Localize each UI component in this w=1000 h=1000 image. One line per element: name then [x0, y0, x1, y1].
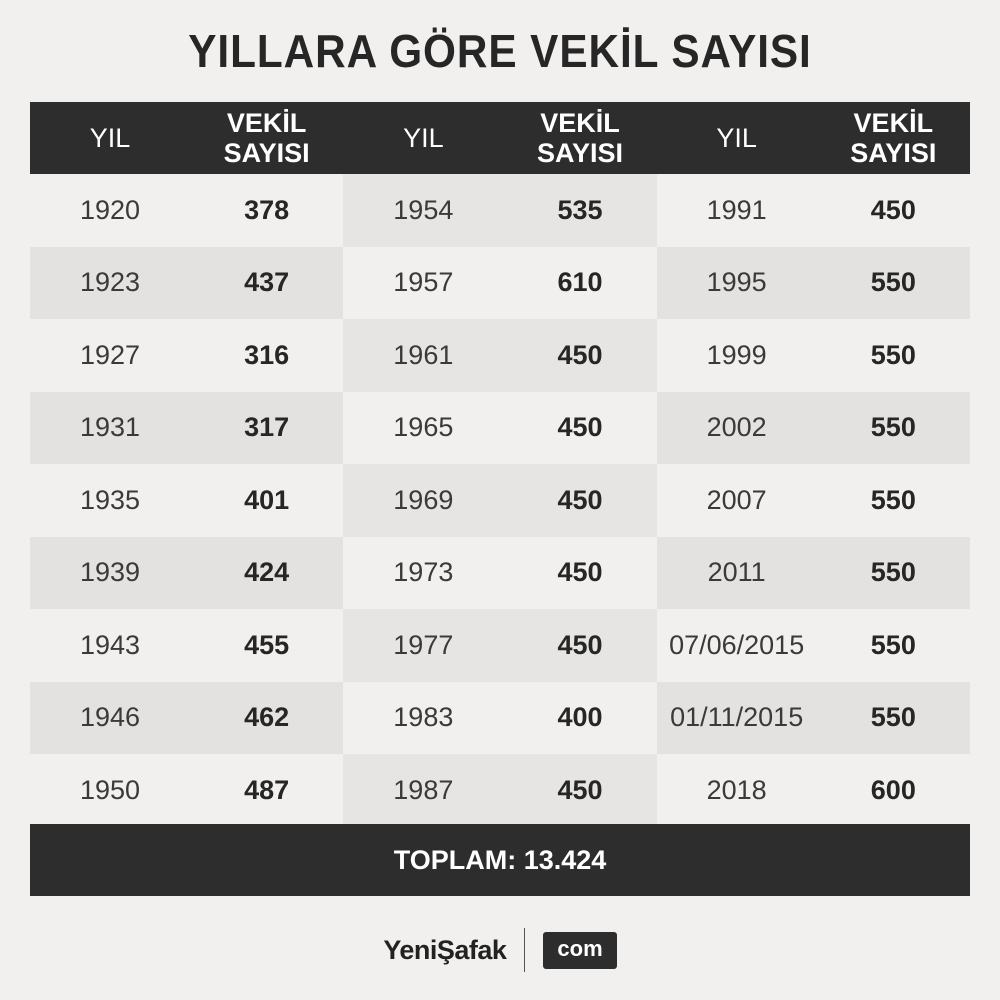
year-cell: 1943 — [79, 629, 141, 660]
table-row — [30, 609, 343, 682]
table-body — [30, 174, 970, 827]
count-cell: 487 — [244, 774, 290, 805]
count-cell: 450 — [557, 629, 603, 660]
header-group-3 — [657, 102, 970, 174]
table-row — [30, 392, 343, 465]
count-cell: 550 — [870, 412, 916, 443]
table-row — [30, 247, 343, 320]
year-cell: 1961 — [393, 339, 454, 370]
year-cell: 1973 — [393, 557, 454, 588]
table-row — [30, 464, 343, 537]
year-cell: 1965 — [393, 412, 454, 443]
count-cell: 437 — [244, 267, 290, 298]
table-row — [343, 682, 656, 755]
table-row — [657, 754, 970, 827]
table-row — [30, 319, 343, 392]
count-cell: 550 — [870, 267, 916, 298]
year-cell: 1977 — [393, 629, 454, 660]
count-cell: 600 — [870, 774, 916, 805]
table-row — [343, 319, 656, 392]
year-cell: 1969 — [393, 484, 454, 515]
table-row — [343, 754, 656, 827]
count-cell: 550 — [870, 629, 916, 660]
header-year: YIL — [89, 123, 131, 153]
count-cell: 378 — [244, 194, 290, 225]
table-row — [343, 174, 656, 247]
count-cell: 550 — [870, 702, 916, 733]
total-bar: TOPLAM: 13.424 — [30, 824, 970, 896]
table-row — [657, 174, 970, 247]
count-cell: 450 — [557, 339, 603, 370]
column-group-3 — [657, 174, 970, 827]
table-row — [657, 464, 970, 537]
header-year: YIL — [716, 123, 757, 153]
count-cell: 450 — [870, 194, 916, 225]
count-cell: 550 — [870, 339, 916, 370]
year-cell: 1991 — [706, 194, 767, 225]
table-row — [657, 247, 970, 320]
count-cell: 450 — [557, 412, 603, 443]
header-group-2 — [343, 102, 656, 174]
count-cell: 610 — [557, 267, 603, 298]
brand-suffix-badge: com — [543, 932, 616, 969]
year-cell: 1950 — [79, 774, 141, 805]
year-cell: 1931 — [79, 412, 141, 443]
count-cell: 550 — [870, 484, 916, 515]
year-cell: 07/06/2015 — [669, 629, 805, 660]
year-cell: 1983 — [393, 702, 454, 733]
header-count — [817, 102, 970, 174]
header-count-line2: SAYISI — [536, 138, 624, 168]
count-cell: 317 — [244, 412, 290, 443]
count-cell: 450 — [557, 557, 603, 588]
header-count-line1: VEKİL — [226, 108, 307, 138]
table-row — [30, 174, 343, 247]
year-cell: 1927 — [79, 339, 141, 370]
year-cell: 1923 — [79, 267, 141, 298]
count-cell: 401 — [244, 484, 290, 515]
count-cell: 316 — [244, 339, 290, 370]
brand-logo: YeniŞafak — [383, 934, 507, 965]
header-count-line1: VEKİL — [853, 108, 934, 138]
count-cell: 535 — [557, 194, 603, 225]
year-cell: 1987 — [393, 774, 454, 805]
year-cell: 1995 — [706, 267, 767, 298]
table-row — [657, 609, 970, 682]
year-cell: 1939 — [79, 557, 141, 588]
table-header — [30, 102, 970, 174]
year-cell: 1920 — [79, 194, 141, 225]
year-cell: 2007 — [706, 484, 767, 515]
count-cell: 462 — [244, 702, 290, 733]
vekil-table — [30, 102, 970, 827]
footer — [0, 920, 1000, 980]
header-year: YIL — [403, 123, 444, 153]
table-row — [343, 609, 656, 682]
year-cell: 1935 — [79, 484, 141, 515]
header-count — [503, 102, 656, 174]
table-row — [657, 537, 970, 610]
table-row — [343, 392, 656, 465]
count-cell: 450 — [557, 774, 603, 805]
year-cell: 1957 — [393, 267, 454, 298]
table-row — [30, 754, 343, 827]
count-cell: 424 — [244, 557, 290, 588]
table-row — [30, 537, 343, 610]
year-cell: 01/11/2015 — [670, 702, 804, 733]
count-cell: 450 — [557, 484, 603, 515]
count-cell: 455 — [244, 629, 290, 660]
table-row — [657, 392, 970, 465]
year-cell: 2011 — [707, 557, 766, 588]
page-title: YILLARA GÖRE VEKİL SAYISI — [188, 25, 812, 77]
table-row — [30, 682, 343, 755]
footer-divider — [524, 928, 525, 972]
year-cell: 1954 — [393, 194, 454, 225]
header-count-line2: SAYISI — [850, 138, 937, 168]
column-group-1 — [30, 174, 343, 827]
table-row — [657, 319, 970, 392]
table-row — [343, 464, 656, 537]
year-cell: 1999 — [706, 339, 767, 370]
header-group-1 — [30, 102, 343, 174]
header-count-line1: VEKİL — [540, 108, 620, 138]
header-count — [190, 102, 343, 174]
table-row — [343, 537, 656, 610]
table-row — [657, 682, 970, 755]
year-cell: 1946 — [79, 702, 141, 733]
count-cell: 550 — [870, 557, 916, 588]
table-row — [343, 247, 656, 320]
year-cell: 2018 — [706, 774, 767, 805]
year-cell: 2002 — [706, 412, 767, 443]
header-count-line2: SAYISI — [223, 138, 310, 168]
count-cell: 400 — [557, 702, 603, 733]
column-group-2 — [343, 174, 656, 827]
